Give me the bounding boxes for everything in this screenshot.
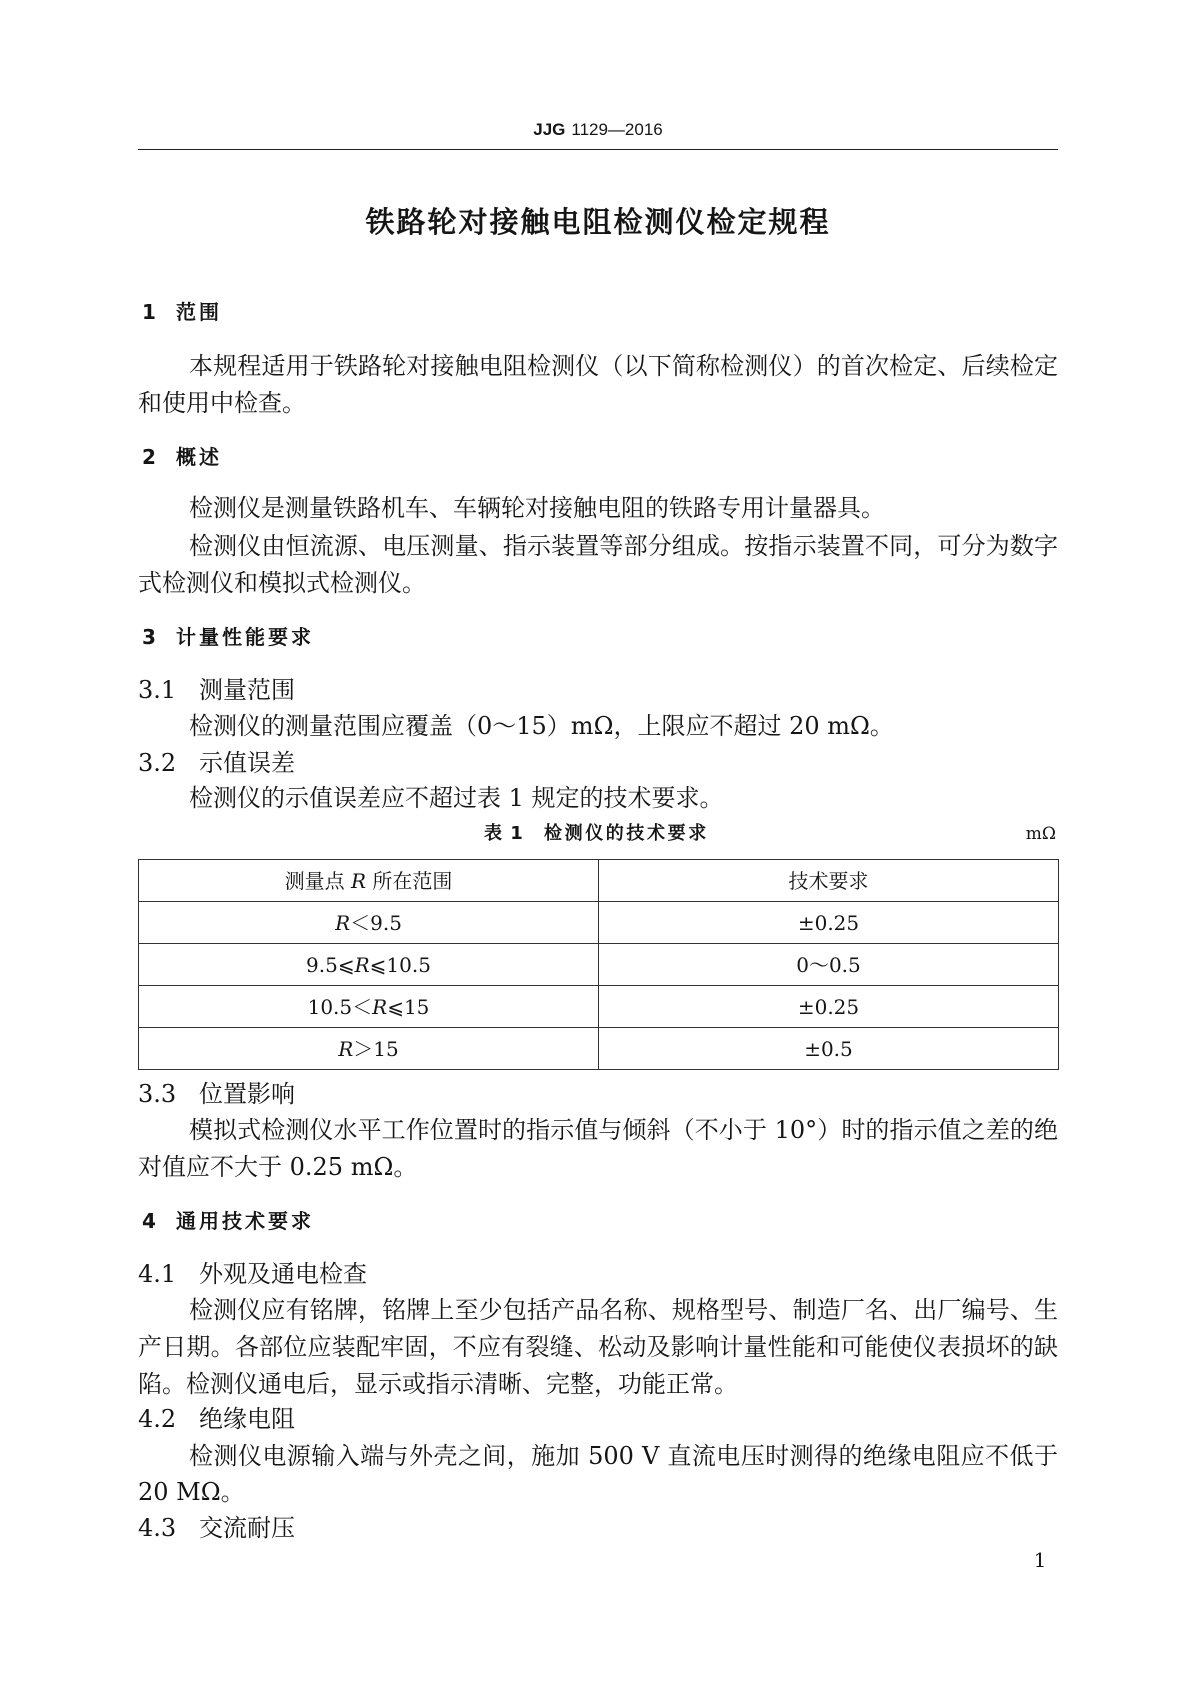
col-header-range-pre: 测量点 [284, 868, 351, 893]
range-post: ＜9.5 [350, 910, 402, 935]
section-number: 4 [142, 1209, 156, 1233]
section-number: 2 [142, 445, 156, 469]
table-title: 检测仪的技术要求 [544, 823, 709, 844]
subsection-3-3-heading [138, 1076, 295, 1112]
range-pre: 9.5⩽ [306, 952, 355, 977]
requirement-cell: ±0.25 [599, 986, 1059, 1028]
sec3-2-para1-line1: 检测仪的示值误差应不超过表 1 规定的技术要求。 [189, 784, 724, 812]
sec2-para1-line1: 检测仪是测量铁路机车、车辆轮对接触电阻的铁路专用计量器具。 [189, 494, 885, 522]
table-unit: mΩ [1025, 824, 1056, 844]
running-header [138, 118, 1058, 142]
subsection-3-2-heading [138, 745, 295, 781]
sec4-1-para1-line3: 陷。检测仪通电后，显示或指示清晰、完整，功能正常。 [138, 1370, 738, 1398]
range-post: ＞15 [353, 1036, 399, 1061]
section-title: 通用技术要求 [176, 1209, 314, 1233]
variable-r: R [350, 868, 367, 893]
page-number: 1 [1033, 1548, 1047, 1572]
standard-prefix: JJG [533, 120, 566, 139]
document-title: 铁路轮对接触电阻检测仪检定规程 [365, 205, 831, 239]
requirement-cell: 0～0.5 [599, 944, 1059, 986]
variable-r: R [335, 910, 351, 935]
range-cell [139, 944, 599, 986]
table-header-row [139, 860, 1059, 902]
col-header-range-post: 所在范围 [366, 868, 453, 893]
subsection-4-2-heading [138, 1401, 295, 1437]
section-title: 概述 [176, 445, 222, 469]
col-header-range [139, 860, 599, 902]
section-3-heading [142, 619, 314, 655]
table-row [139, 944, 1059, 986]
range-cell [139, 986, 599, 1028]
requirement-cell: ±0.25 [599, 902, 1059, 944]
sec4-1-para1-line2: 产日期。各部位应装配牢固，不应有裂缝、松动及影响计量性能和可能使仪表损坏的缺 [138, 1333, 1058, 1361]
section-2-heading [142, 439, 222, 475]
section-title: 计量性能要求 [176, 625, 314, 649]
range-cell [139, 902, 599, 944]
header-rule [138, 149, 1058, 150]
table-label: 表 1 [484, 823, 524, 844]
range-pre: 10.5＜ [307, 994, 373, 1019]
col-header-requirement: 技术要求 [599, 860, 1059, 902]
sec1-para1-line2: 和使用中检查。 [138, 389, 306, 417]
technical-requirements-table [138, 859, 1059, 1070]
requirement-cell: ±0.5 [599, 1028, 1059, 1070]
sec2-para2-line1: 检测仪由恒流源、电压测量、指示装置等部分组成。按指示装置不同，可分为数字 [189, 532, 1058, 560]
section-number: 3 [142, 625, 156, 649]
section-title: 范围 [176, 300, 222, 324]
subsection-number: 3.1 [138, 676, 177, 704]
range-post: ⩽10.5 [369, 952, 431, 977]
subsection-title: 示值误差 [199, 749, 295, 777]
subsection-title: 外观及通电检查 [199, 1260, 367, 1288]
section-number: 1 [142, 300, 156, 324]
sec2-para2-line2: 式检测仪和模拟式检测仪。 [138, 569, 426, 597]
sec4-1-para1-line1: 检测仪应有铭牌，铭牌上至少包括产品名称、规格型号、制造厂名、出厂编号、生 [189, 1296, 1058, 1324]
range-cell [139, 1028, 599, 1070]
variable-r: R [372, 994, 388, 1019]
sec4-2-para1-line1: 检测仪电源输入端与外壳之间，施加 500 V 直流电压时测得的绝缘电阻应不低于 [189, 1442, 1058, 1470]
sec3-3-para1-line2: 对值应不大于 0.25 mΩ。 [138, 1153, 418, 1181]
subsection-number: 4.3 [138, 1514, 177, 1542]
subsection-title: 测量范围 [199, 676, 295, 704]
table-row [139, 986, 1059, 1028]
subsection-4-1-heading [138, 1256, 367, 1292]
subsection-title: 绝缘电阻 [199, 1405, 295, 1433]
variable-r: R [338, 1036, 354, 1061]
range-post: ⩽15 [387, 994, 430, 1019]
subsection-title: 位置影响 [199, 1080, 295, 1108]
section-4-heading [142, 1203, 314, 1239]
variable-r: R [354, 952, 370, 977]
table-row [139, 902, 1059, 944]
standard-number: 1129—2016 [571, 120, 663, 139]
subsection-title: 交流耐压 [199, 1514, 295, 1542]
subsection-number: 4.1 [138, 1260, 177, 1288]
subsection-number: 4.2 [138, 1405, 177, 1433]
section-1-heading [142, 294, 222, 330]
subsection-number: 3.3 [138, 1080, 177, 1108]
subsection-3-1-heading [138, 672, 295, 708]
sec3-3-para1-line1: 模拟式检测仪水平工作位置时的指示值与倾斜（不小于 10°）时的指示值之差的绝 [189, 1116, 1058, 1144]
table-row [139, 1028, 1059, 1070]
sec3-1-para1-line1: 检测仪的测量范围应覆盖（0～15）mΩ，上限应不超过 20 mΩ。 [189, 712, 894, 740]
subsection-4-3-heading [138, 1510, 295, 1546]
table-1-caption [484, 816, 709, 852]
sec4-2-para1-line2: 20 MΩ。 [138, 1478, 245, 1506]
sec1-para1-line1: 本规程适用于铁路轮对接触电阻检测仪（以下简称检测仪）的首次检定、后续检定 [189, 352, 1058, 380]
subsection-number: 3.2 [138, 749, 177, 777]
